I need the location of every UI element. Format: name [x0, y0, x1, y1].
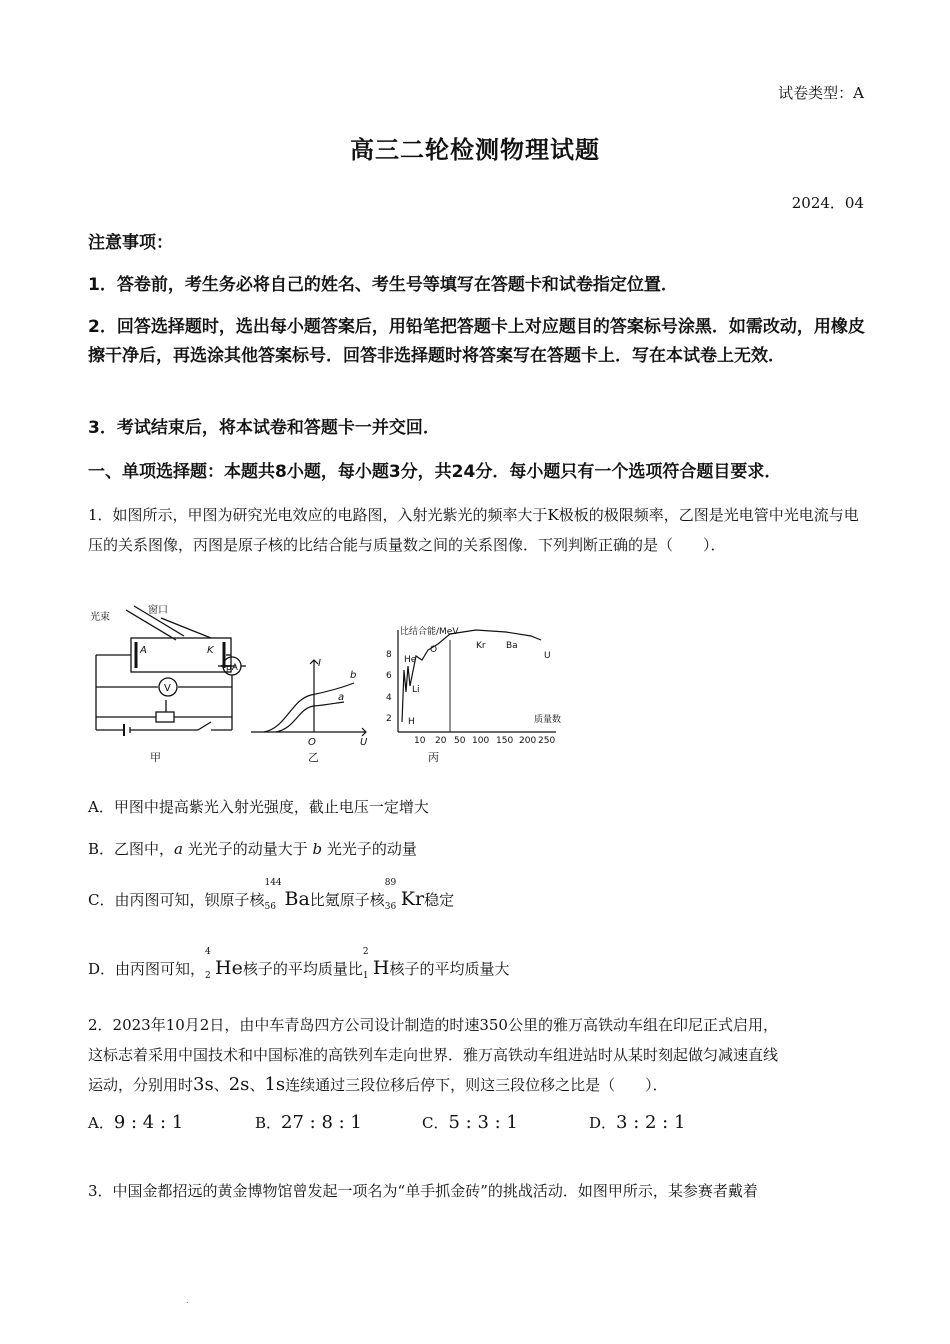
exam-date: 2024．04 — [791, 194, 864, 212]
bing-x-tick-150: 150 — [496, 736, 514, 746]
q1-b-b: b — [312, 840, 323, 858]
yi-curve-b-label: b — [350, 670, 357, 681]
figure-jia — [96, 606, 246, 736]
nuclide-ba-option: 144 56 Ba — [264, 878, 310, 912]
q1-d-mid: 核子的平均质量比 — [242, 960, 363, 978]
nuclide-li: Li — [412, 685, 420, 695]
nuclide-ba: Ba — [506, 641, 518, 651]
section-1-heading: 一、单项选择题：本题共8小题，每小题3分，共24分．每小题只有一个选项符合题目要求． — [88, 462, 782, 482]
notes-heading: 注意事项： — [88, 233, 173, 253]
yi-x-axis: U — [360, 737, 368, 748]
q2-t3: 1s — [264, 1074, 286, 1095]
q3-stem: 3．中国金都招远的黄金博物馆曾发起一项名为“单手抓金砖”的挑战活动．如图甲所示，某参赛者戴着 — [88, 1182, 758, 1200]
bing-x-tick-250: 250 — [538, 736, 556, 746]
q2-option-b: B．27 : 8 : 1 — [255, 1112, 362, 1133]
yi-y-axis: I — [318, 658, 321, 669]
nuclide-h-option: 2 1 H — [362, 947, 390, 981]
bing-y-tick-8: 8 — [386, 650, 392, 660]
nuclide-o: O — [430, 645, 438, 655]
note-item-1: 1．答卷前，考生务必将自己的姓名、考生号等填写在答题卡和试卷指定位置． — [88, 275, 678, 295]
q2-option-c: C．5 : 3 : 1 — [422, 1112, 518, 1133]
q1-d-pre: D．由丙图可知， — [88, 960, 206, 978]
footer-dot: . — [186, 1296, 189, 1305]
q2-option-a: A．9 : 4 : 1 — [88, 1112, 184, 1133]
q1-d-post: 核子的平均质量大 — [389, 960, 510, 978]
q1-b-a: a — [174, 840, 183, 858]
q1-option-b — [88, 838, 417, 859]
q2-line-1: 2．2023年10月2日，由中车青岛四方公司设计制造的时速350公里的雅万高铁动车组在印尼正式启用， — [88, 1016, 778, 1034]
yi-label: 乙 — [308, 751, 319, 764]
ammeter-label: μA — [226, 663, 238, 673]
q2-option-d: D．3 : 2 : 1 — [589, 1112, 686, 1133]
nuclide-he: He — [404, 655, 417, 665]
jia-label: 甲 — [150, 751, 161, 764]
nuclide-kr: Kr — [476, 641, 486, 651]
q2-t2: 2s — [228, 1074, 250, 1095]
q1-option-d — [88, 947, 510, 981]
q2-line-3: 运动，分别用时3s、2s、1s连续通过三段位移后停下，则这三段位移之比是（ ）． — [88, 1074, 668, 1095]
nuclide-u: U — [544, 651, 551, 661]
bing-x-axis: 质量数 — [534, 715, 562, 725]
q1-b-post: 光光子的动量 — [322, 840, 417, 858]
nuclide-h: H — [408, 717, 415, 727]
beam-label: 光束 — [90, 612, 110, 623]
anode-label: A — [140, 645, 147, 656]
bing-y-tick-2: 2 — [386, 714, 392, 724]
q1-stem: 1．如图所示，甲图为研究光电效应的电路图，入射光紫光的频率大于K极板的极限频率，乙图是光电管中光电流与电压的关系图像，丙图是原子核的比结合能与质量数之间的关系图像．下列判断正确的是（ ）． — [88, 506, 859, 554]
q1-option-c — [88, 878, 455, 912]
q1-c-pre: C．由丙图可知，钡原子核 — [88, 891, 265, 909]
bing-x-tick-50: 50 — [454, 736, 466, 746]
binding-curve — [402, 630, 541, 722]
note-item-2: 2．回答选择题时，选出每小题答案后，用铅笔把答题卡上对应题目的答案标号涂黑．如需改动，用橡皮擦干净后，再选涂其他答案标号．回答非选择题时将答案写在答题卡上．写在本试卷上无效． — [88, 317, 865, 366]
bing-y-tick-6: 6 — [386, 671, 392, 681]
bing-x-tick-200: 200 — [519, 736, 537, 746]
cathode-label: K — [207, 645, 214, 656]
voltmeter-label: V — [164, 683, 171, 694]
bing-label: 丙 — [428, 751, 439, 764]
q1-option-a: A．甲图中提高紫光入射光强度，截止电压一定增大 — [88, 798, 429, 816]
nuclide-he-option: 4 2 He — [205, 947, 243, 981]
paper-type: 试卷类型：A — [778, 84, 864, 102]
q1-b-mid: 光光子的动量大于 — [182, 840, 313, 858]
bing-x-tick-20: 20 — [435, 736, 447, 746]
window-label: 窗口 — [148, 605, 168, 616]
bing-y-tick-4: 4 — [386, 693, 392, 703]
q1-c-post: 稳定 — [424, 891, 455, 909]
bing-x-tick-100: 100 — [472, 736, 490, 746]
q1-b-pre: B．乙图中， — [88, 840, 175, 858]
note-item-3: 3．考试结束后，将本试卷和答题卡一并交回． — [88, 418, 440, 438]
nuclide-kr-option: 89 36 Kr — [384, 878, 425, 912]
figure-yi — [251, 660, 366, 736]
q2-line-2: 这标志着采用中国技术和中国标准的高铁列车走向世界．雅万高铁动车组进站时从某时刻起做匀减速直线 — [88, 1046, 779, 1064]
yi-curve-a-label: a — [338, 692, 345, 703]
q1-figure — [86, 600, 576, 770]
bing-y-axis: 比结合能/MeV — [400, 627, 459, 637]
q1-c-mid: 比氪原子核 — [309, 891, 385, 909]
page-title: 高三二轮检测物理试题 — [350, 135, 600, 164]
yi-origin: O — [308, 737, 316, 748]
bing-x-tick-10: 10 — [414, 736, 426, 746]
q2-t1: 3s — [193, 1074, 214, 1095]
